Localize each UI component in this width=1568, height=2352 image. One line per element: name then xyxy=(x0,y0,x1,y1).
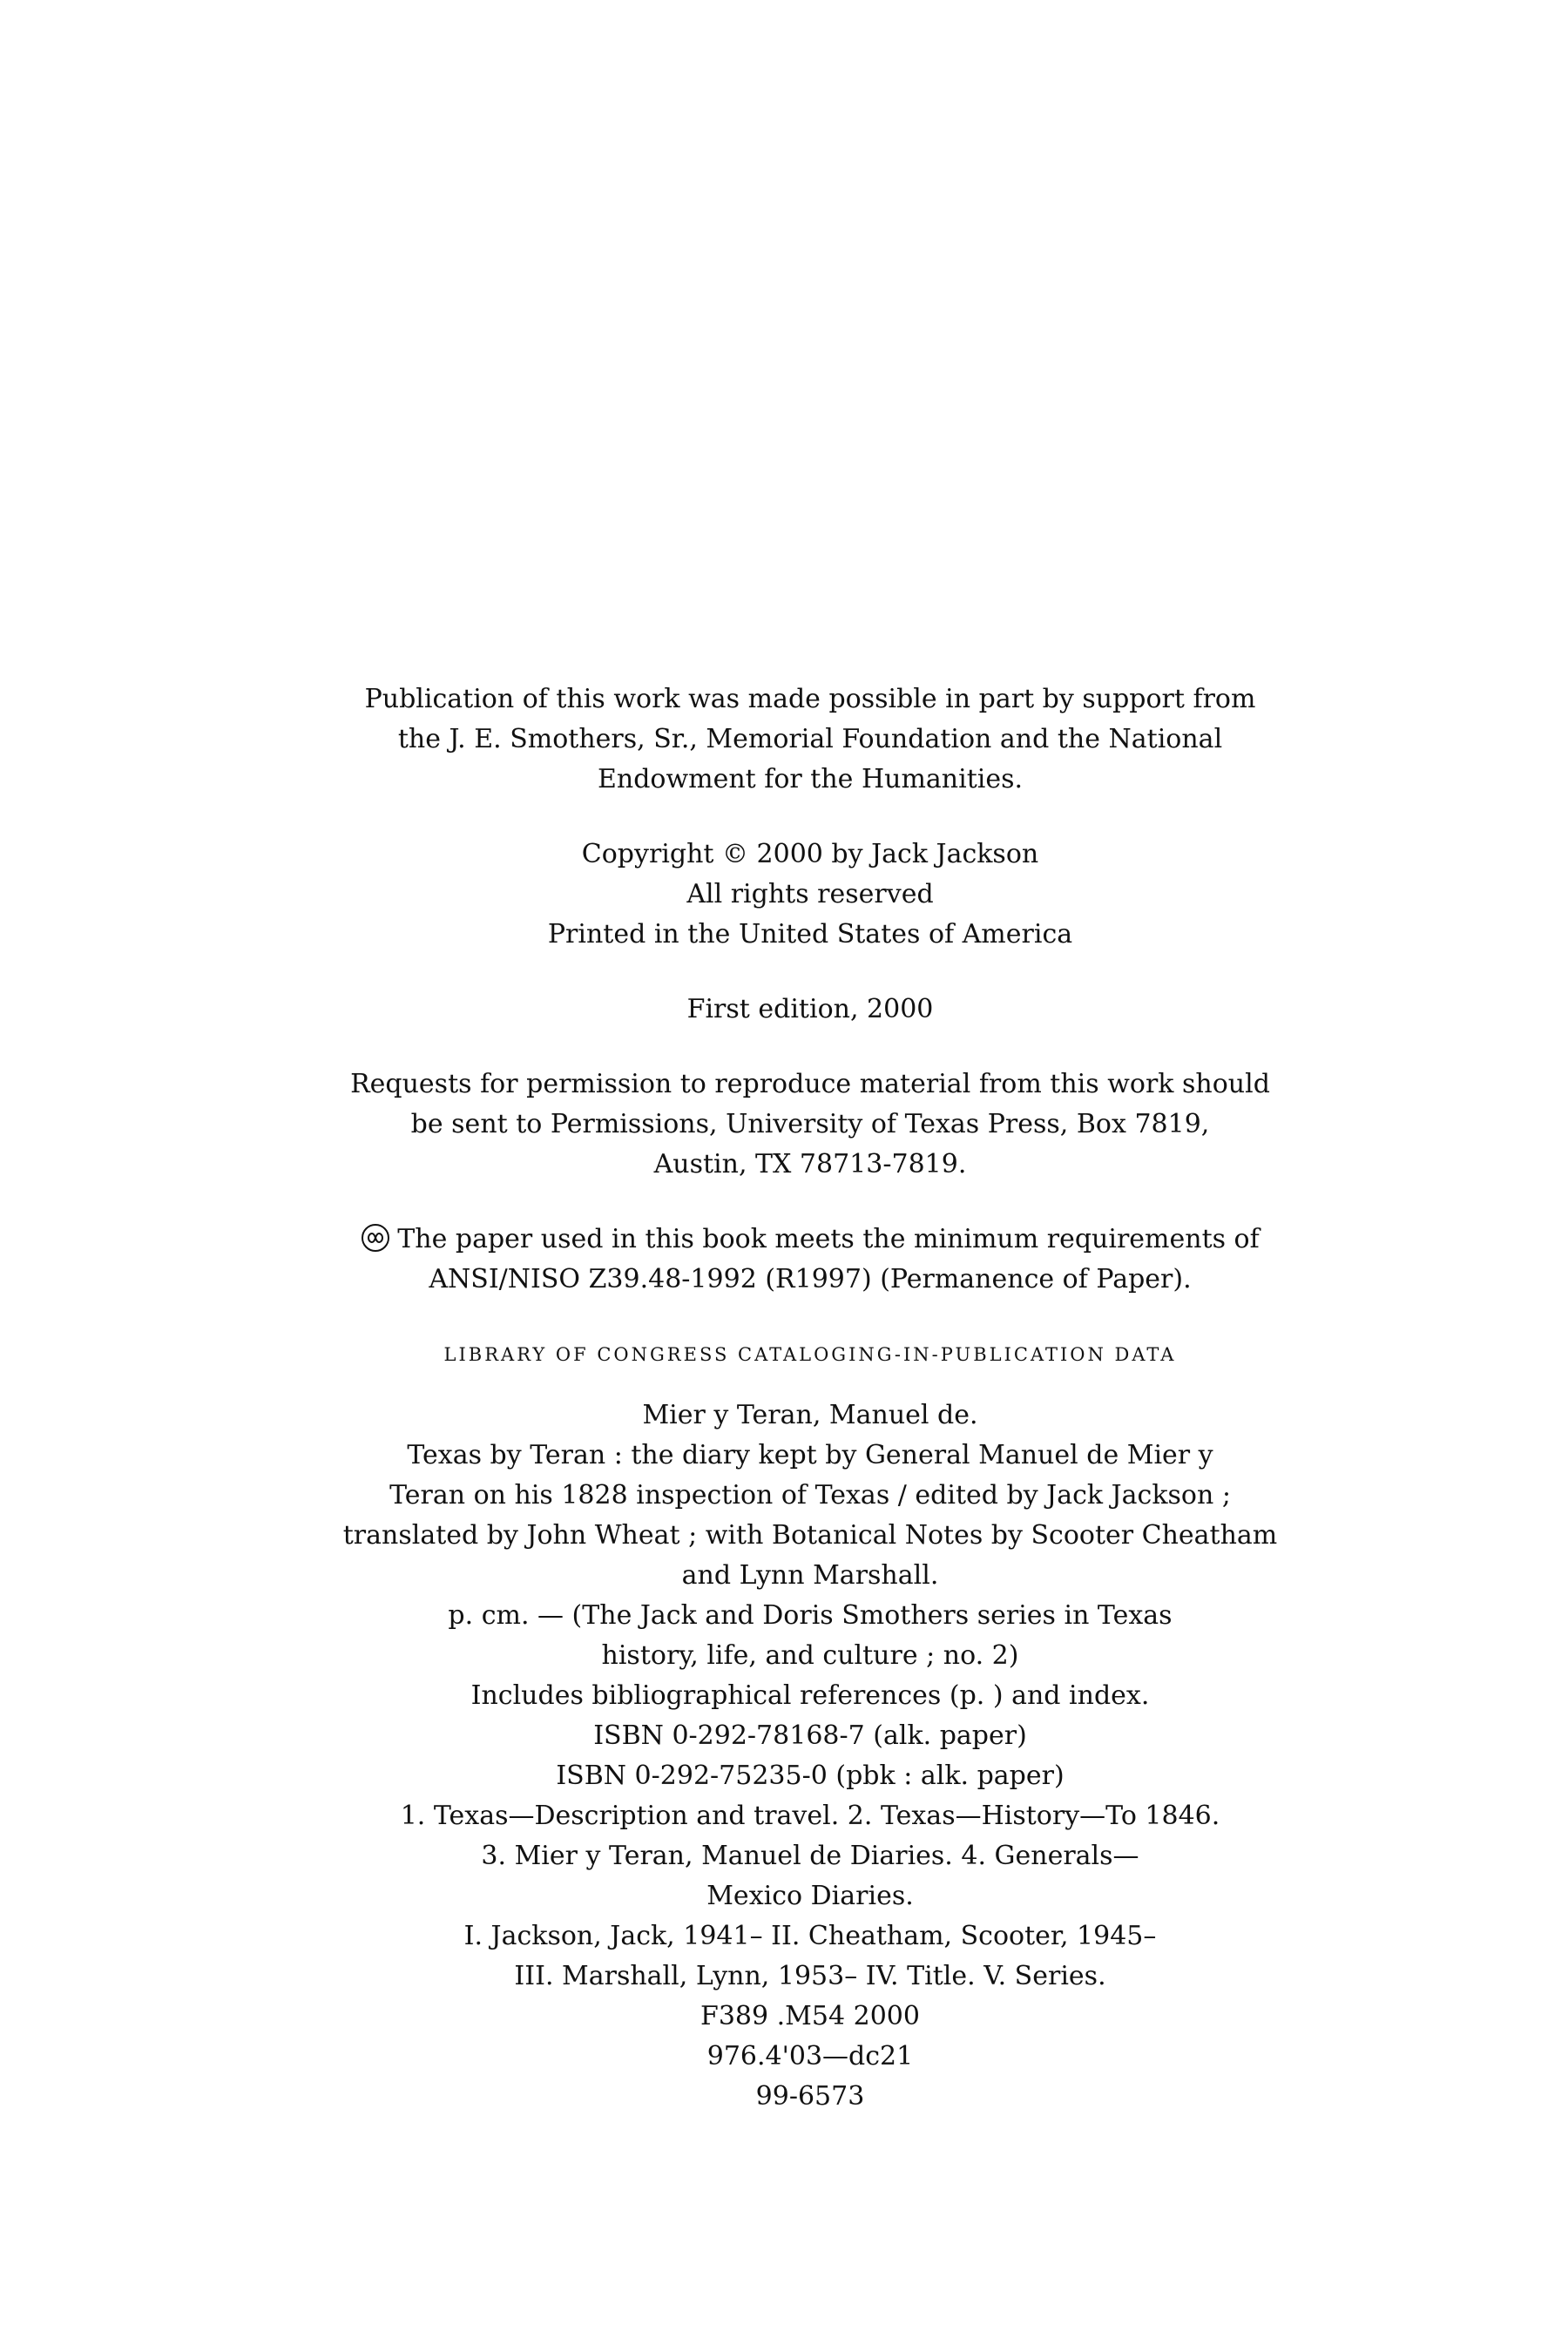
cip-line: Teran on his 1828 inspection of Texas / edited by Jack Jackson ; xyxy=(389,1480,1231,1511)
paper-notice xyxy=(331,1220,1289,1300)
cip-line: Includes bibliographical references (p. ) and index. xyxy=(470,1680,1150,1711)
printed-line: Printed in the United States of America xyxy=(547,919,1073,950)
page-content xyxy=(331,679,1289,2117)
infinity-circle-icon xyxy=(361,1223,390,1253)
cip-line: and Lynn Marshall. xyxy=(681,1560,939,1591)
lccn-line: 99-6573 xyxy=(755,2081,865,2112)
rights-line: All rights reserved xyxy=(686,879,934,909)
subject-line: 1. Texas—Description and travel. 2. Texas—History—To 1846. xyxy=(400,1801,1220,1831)
funding-acknowledgment xyxy=(331,679,1289,800)
paper-line-text: The paper used in this book meets the minimum requirements of xyxy=(397,1224,1260,1254)
permissions-line: Requests for permission to reproduce material from this work should xyxy=(350,1069,1270,1099)
permissions-line: be sent to Permissions, University of Texas Press, Box 7819, xyxy=(410,1109,1210,1139)
copyright-line: Copyright © 2000 by Jack Jackson xyxy=(581,839,1039,869)
copyright-notice xyxy=(331,835,1289,955)
cip-line: p. cm. — (The Jack and Doris Smothers series in Texas xyxy=(448,1600,1173,1631)
funding-line: the J. E. Smothers, Sr., Memorial Foundation and the National xyxy=(397,724,1223,754)
permissions-line: Austin, TX 78713-7819. xyxy=(653,1149,967,1179)
cip-heading: LIBRARY OF CONGRESS CATALOGING-IN-PUBLICATION DATA xyxy=(443,1344,1177,1365)
funding-line: Endowment for the Humanities. xyxy=(597,764,1024,794)
cip-line: Texas by Teran : the diary kept by General Manuel de Mier y xyxy=(407,1440,1213,1470)
subject-line: 3. Mier y Teran, Manuel de Diaries. 4. Generals— xyxy=(481,1841,1139,1871)
cip-line: history, life, and culture ; no. 2) xyxy=(601,1640,1019,1671)
edition-line: First edition, 2000 xyxy=(686,994,934,1024)
cip-line: Mier y Teran, Manuel de. xyxy=(642,1400,978,1430)
added-entry-line: I. Jackson, Jack, 1941– II. Cheatham, Scooter, 1945– xyxy=(463,1921,1157,1951)
paper-standard-line: ANSI/NISO Z39.48-1992 (R1997) (Permanence of Paper). xyxy=(429,1264,1192,1294)
isbn-line: ISBN 0-292-78168-7 (alk. paper) xyxy=(593,1720,1027,1751)
added-entry-line: III. Marshall, Lynn, 1953– IV. Title. V. Series. xyxy=(514,1961,1106,1991)
funding-line: Publication of this work was made possible in part by support from xyxy=(364,684,1256,714)
classification-line: 976.4'03—dc21 xyxy=(706,2041,914,2072)
subject-line: Mexico Diaries. xyxy=(706,1881,914,1911)
cip-line: translated by John Wheat ; with Botanical Notes by Scooter Cheatham xyxy=(342,1520,1278,1551)
isbn-line: ISBN 0-292-75235-0 (pbk : alk. paper) xyxy=(556,1761,1064,1791)
permissions-notice xyxy=(331,1064,1289,1185)
call-number-line: F389 .M54 2000 xyxy=(700,2001,920,2031)
paper-line xyxy=(331,1220,1289,1260)
cip-data xyxy=(331,1396,1289,2117)
edition-notice xyxy=(331,990,1289,1030)
